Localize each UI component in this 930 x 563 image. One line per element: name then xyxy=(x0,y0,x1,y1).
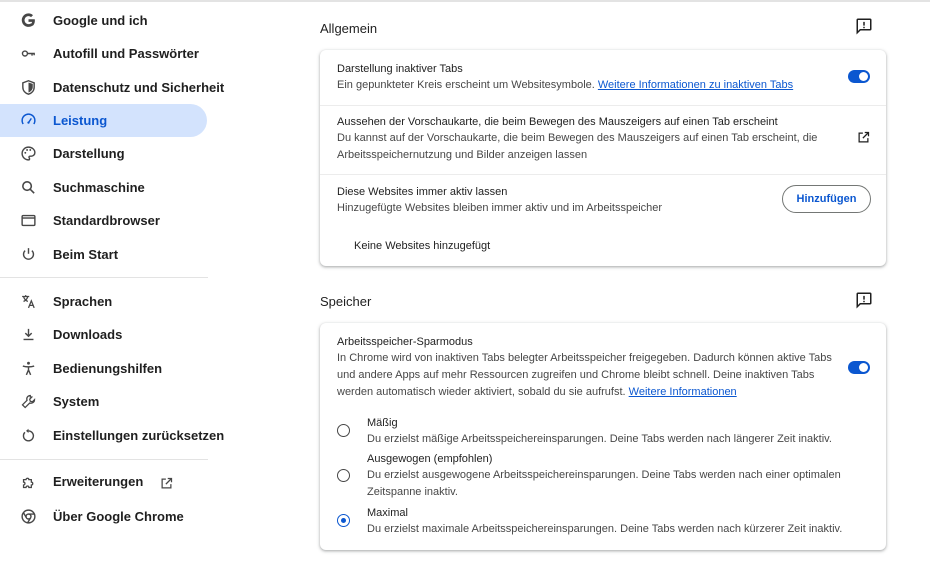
sidebar-item-ueber-chrome[interactable] xyxy=(0,500,207,533)
radio-maessig[interactable] xyxy=(337,424,350,437)
browser-window-icon xyxy=(20,212,37,229)
feedback-icon[interactable] xyxy=(855,17,873,35)
sidebar-item-label: System xyxy=(53,394,100,409)
sidebar-item-downloads[interactable] xyxy=(0,318,207,351)
card-speicher xyxy=(320,323,886,550)
no-sites-added-text: Keine Websites hinzugefügt xyxy=(354,240,491,252)
option-ausgewogen-title: Ausgewogen (empfohlen) xyxy=(367,453,493,465)
sidebar-item-label: Downloads xyxy=(53,327,123,342)
memory-saver-description: In Chrome wird von inaktiven Tabs belegter Arbeitsspeicher freigegeben. Dadurch können aktive Tabs und andere Apps auf mehr Ressourcen zugreifen und Chrome bleibt schnell. Deine inaktiven Tabs werden automatisch wieder aktiviert, sobald du sie aufrufst. Weitere Informationen xyxy=(337,352,832,398)
sidebar-item-label: Google und ich xyxy=(53,13,148,28)
memory-saver-toggle[interactable] xyxy=(848,361,870,374)
sidebar-item-label: Beim Start xyxy=(53,247,119,262)
download-icon xyxy=(20,326,37,343)
sidebar xyxy=(0,0,225,563)
memory-saver-title: Arbeitsspeicher-Sparmodus xyxy=(337,336,473,348)
inactive-tabs-learn-more-link[interactable]: Weitere Informationen zu inaktiven Tabs xyxy=(597,79,794,91)
palette-icon xyxy=(20,145,37,162)
shield-icon xyxy=(20,79,37,96)
reset-icon xyxy=(20,427,37,444)
sidebar-item-label: Standardbrowser xyxy=(53,213,160,228)
speedometer-icon xyxy=(20,112,37,129)
sidebar-item-label: Suchmaschine xyxy=(53,180,145,195)
sidebar-item-erweiterungen[interactable] xyxy=(0,466,207,499)
sidebar-item-label: Bedienungshilfen xyxy=(53,361,163,376)
sidebar-item-datenschutz[interactable] xyxy=(0,71,225,104)
divider xyxy=(320,174,886,175)
option-maessig-title: Mäßig xyxy=(367,417,398,429)
option-ausgewogen-description: Du erzielst ausgewogene Arbeitsspeichereinsparungen. Deine Tabs werden nach einer optimalen Zeitspanne inaktiv. xyxy=(367,469,841,498)
radio-maximal[interactable] xyxy=(337,514,350,527)
puzzle-icon xyxy=(20,474,37,491)
chrome-icon xyxy=(20,508,37,525)
translate-icon xyxy=(20,293,37,310)
search-icon xyxy=(20,179,37,196)
always-active-title: Diese Websites immer aktiv lassen xyxy=(337,186,508,198)
card-allgemein xyxy=(320,50,886,266)
sidebar-item-label: Sprachen xyxy=(53,294,113,309)
sidebar-divider xyxy=(0,277,208,278)
sidebar-item-standardbrowser[interactable] xyxy=(0,204,207,237)
wrench-icon xyxy=(20,393,37,410)
sidebar-item-autofill[interactable] xyxy=(0,37,207,70)
sidebar-item-label: Darstellung xyxy=(53,146,125,161)
accessibility-icon xyxy=(20,360,37,377)
hover-card-description: Du kannst auf der Vorschaukarte, die beim Bewegen des Mauszeigers auf einen Tab erscheint, die Arbeitsspeichernutzung und Bilder anzeigen lassen xyxy=(337,132,818,161)
sidebar-item-label: Erweiterungen xyxy=(53,474,174,490)
key-icon xyxy=(20,45,37,62)
sidebar-item-leistung[interactable] xyxy=(0,104,207,137)
sidebar-item-label: Über Google Chrome xyxy=(53,509,184,524)
google-g-icon xyxy=(20,12,37,29)
feedback-icon[interactable] xyxy=(855,291,873,309)
open-in-new-icon[interactable] xyxy=(856,130,871,145)
sidebar-item-einstellungen-zuruecksetzen[interactable] xyxy=(0,419,225,452)
sidebar-item-suchmaschine[interactable] xyxy=(0,171,207,204)
hover-card-title: Aussehen der Vorschaukarte, die beim Bewegen des Mauszeigers auf einen Tab erscheint xyxy=(337,116,778,128)
sidebar-divider xyxy=(0,459,208,460)
sidebar-item-beim-start[interactable] xyxy=(0,238,207,271)
inactive-tabs-toggle[interactable] xyxy=(848,70,870,83)
option-maximal-description: Du erzielst maximale Arbeitsspeichereinsparungen. Deine Tabs werden nach kürzerer Zeit inaktiv. xyxy=(367,523,843,535)
divider xyxy=(320,105,886,106)
sidebar-item-label: Autofill und Passwörter xyxy=(53,46,199,61)
inactive-tabs-description: Ein gepunkteter Kreis erscheint um Websitesymbole. Weitere Informationen zu inaktiven Tabs xyxy=(337,79,794,91)
section-title-speicher: Speicher xyxy=(320,294,372,309)
radio-ausgewogen[interactable] xyxy=(337,469,350,482)
memory-saver-learn-more-link[interactable]: Weitere Informationen xyxy=(628,386,737,398)
power-icon xyxy=(20,246,37,263)
sidebar-item-label: Einstellungen zurücksetzen xyxy=(53,428,225,443)
sidebar-item-sprachen[interactable] xyxy=(0,285,207,318)
sidebar-item-system[interactable] xyxy=(0,385,207,418)
open-in-new-icon xyxy=(159,476,174,491)
sidebar-item-label: Leistung xyxy=(53,113,108,128)
sidebar-item-google-und-ich[interactable] xyxy=(0,4,207,37)
add-site-button[interactable]: Hinzufügen xyxy=(782,185,871,213)
sidebar-item-label: Datenschutz und Sicherheit xyxy=(53,80,225,95)
section-title-allgemein: Allgemein xyxy=(320,21,378,36)
option-maessig-description: Du erzielst mäßige Arbeitsspeichereinsparungen. Deine Tabs werden nach längerer Zeit inaktiv. xyxy=(367,433,832,445)
option-maximal-title: Maximal xyxy=(367,507,408,519)
sidebar-item-darstellung[interactable] xyxy=(0,137,207,170)
always-active-description: Hinzugefügte Websites bleiben immer aktiv und im Arbeitsspeicher xyxy=(337,202,663,214)
sidebar-item-bedienungshilfen[interactable] xyxy=(0,352,207,385)
inactive-tabs-title: Darstellung inaktiver Tabs xyxy=(337,63,463,75)
